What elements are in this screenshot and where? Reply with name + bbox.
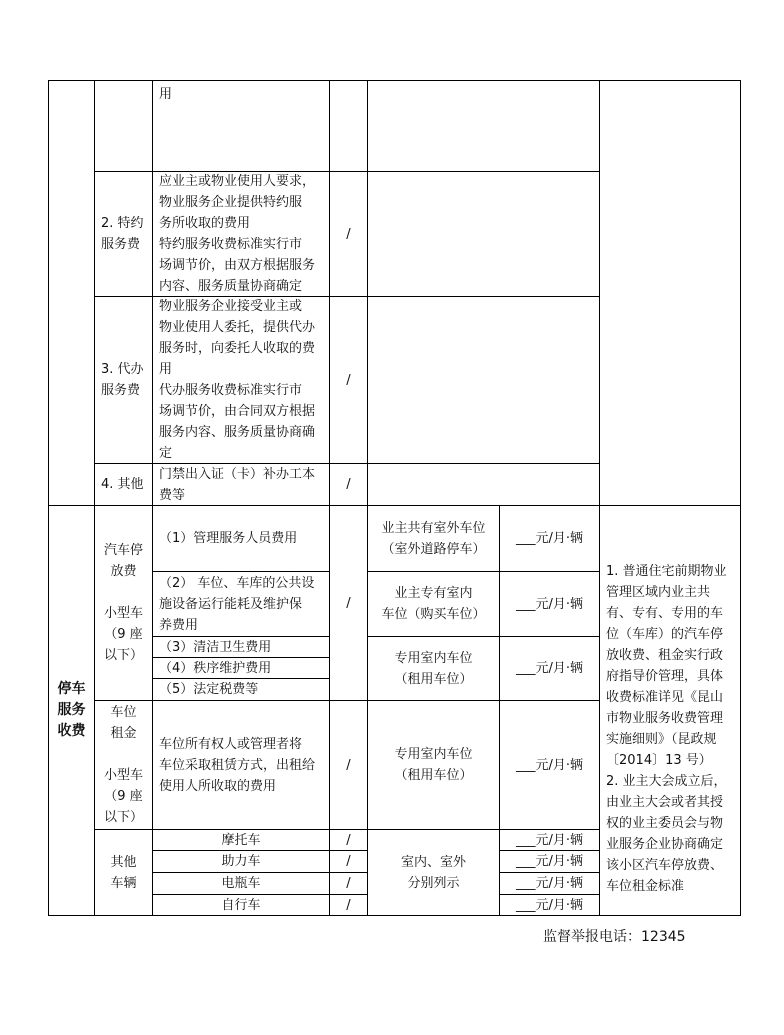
special-fee-name-text: 2. 特约 服务费 bbox=[101, 216, 144, 252]
special-fee-desc bbox=[152, 171, 330, 297]
vehicle-row-bicycle bbox=[152, 894, 330, 916]
rent-desc bbox=[152, 700, 330, 830]
space-type-outdoor bbox=[367, 505, 500, 572]
rent-price-text: / bbox=[346, 757, 351, 773]
vehicle-unit-moped-text: ___元/月·辆 bbox=[515, 854, 583, 869]
special-fee-price bbox=[329, 171, 368, 297]
special-fee-name bbox=[94, 171, 153, 297]
other-fee-price-text: / bbox=[346, 477, 351, 492]
desc-continued-text: 用 bbox=[159, 87, 173, 102]
vehicle-price-moped-text: / bbox=[346, 854, 351, 869]
report-hotline-text: 监督举报电话：12345 bbox=[543, 929, 686, 945]
rent-desc-text: 车位所有权人或管理者将 车位采取租赁方式，出租给 使用人所收取的费用 bbox=[159, 736, 316, 794]
other-fee-name bbox=[94, 463, 153, 506]
other-vehicles-name bbox=[94, 829, 153, 916]
car-fee-price-text: / bbox=[346, 595, 351, 611]
price-cell-continued bbox=[329, 80, 368, 172]
rent-space-type-text: 专用室内车位 （租用车位） bbox=[394, 747, 473, 783]
vehicle-row-motorcycle bbox=[152, 829, 330, 851]
report-hotline bbox=[543, 926, 686, 946]
desc-cell-continued bbox=[152, 80, 330, 172]
other-vehicles-name-text: 其他 车辆 bbox=[110, 854, 137, 891]
parking-category bbox=[48, 505, 95, 916]
car-fee-item-1 bbox=[152, 505, 330, 572]
car-fee-item-3 bbox=[152, 636, 330, 658]
vehicle-price-ebike bbox=[329, 872, 368, 895]
vehicle-unit-bicycle-text: ___元/月·辆 bbox=[515, 897, 583, 913]
vehicle-row-moped bbox=[152, 850, 330, 873]
agent-fee-std bbox=[367, 296, 600, 464]
space-unit-outdoor bbox=[499, 505, 600, 572]
car-fee-item-4-text: （4）秩序维护费用 bbox=[159, 660, 272, 676]
agent-fee-name bbox=[94, 296, 153, 464]
parking-notes bbox=[599, 505, 741, 916]
space-unit-outdoor-text: ___元/月·辆 bbox=[515, 531, 583, 546]
space-unit-rented-text: ___元/月·辆 bbox=[515, 661, 583, 676]
agent-fee-price-text: / bbox=[346, 372, 351, 388]
vehicle-unit-ebike bbox=[499, 872, 600, 895]
vehicle-price-moped bbox=[329, 850, 368, 873]
other-fee-name-text: 4. 其他 bbox=[101, 477, 144, 492]
car-fee-item-2-text: （2） 车位、车库的公共设 施设备运行能耗及维护保 养费用 bbox=[159, 575, 315, 633]
car-fee-item-5-text: （5）法定税费等 bbox=[159, 682, 259, 697]
other-fee-desc-text: 门禁出入证（卡）补办工本 费等 bbox=[159, 466, 316, 503]
special-fee-desc-text: 应业主或物业使用人要求， 物业服务企业提供特约服 务所收取的费用 特约服务收费标准实行市 场调节价，由双方根据服务 内容、服务质量协商确定 bbox=[159, 174, 316, 294]
other-fee-std bbox=[367, 463, 600, 506]
agent-fee-desc bbox=[152, 296, 330, 464]
name-cell-continued bbox=[94, 80, 153, 172]
space-type-owned-text: 业主专有室内 车位（购买车位） bbox=[381, 586, 486, 622]
vehicle-price-bicycle-text: / bbox=[346, 897, 351, 913]
car-fee-item-2 bbox=[152, 571, 330, 637]
other-vehicles-space bbox=[367, 829, 500, 916]
space-type-rented-text: 专用室内车位 （租用车位） bbox=[394, 650, 473, 687]
other-vehicles-space-text: 室内、室外 分别列示 bbox=[400, 854, 466, 891]
vehicle-name-ebike: 电瓶车 bbox=[221, 876, 261, 891]
agent-fee-name-text: 3. 代办 服务费 bbox=[101, 362, 144, 398]
vehicle-name-bicycle: 自行车 bbox=[221, 897, 261, 913]
std-cell-upper bbox=[367, 80, 600, 172]
parking-notes-text: 1. 普通住宅前期物业 管理区域内业主共 有、专有、专用的车 位（车库）的汽车停 放收费、租金实行政 府指导价管理，具体 收费标准详见《昆山 市物业服务收费管理 实施细则》（昆政规 〔2014〕13 号） 2. 业主大会成立后， 由业主大会或者其授 权的业主委员会与物 业服务企业协商确定 该小区汽车停放费、 车位租金标准 bbox=[606, 564, 727, 894]
vehicle-price-motorcycle bbox=[329, 829, 368, 851]
vehicle-name-moped: 助力车 bbox=[221, 854, 261, 869]
space-type-owned bbox=[367, 571, 500, 637]
car-fee-item-5 bbox=[152, 678, 330, 701]
vehicle-unit-bicycle bbox=[499, 894, 600, 916]
vehicle-price-ebike-text: / bbox=[346, 876, 351, 891]
vehicle-unit-ebike-text: ___元/月·辆 bbox=[515, 876, 583, 891]
parking-category-text: 停车 服务 收费 bbox=[57, 681, 86, 739]
car-fee-name bbox=[94, 505, 153, 701]
vehicle-price-bicycle bbox=[329, 894, 368, 916]
space-type-rented bbox=[367, 636, 500, 701]
special-fee-price-text: / bbox=[346, 226, 351, 242]
vehicle-unit-motorcycle-text: ___元/月·辆 bbox=[515, 832, 583, 848]
notes-cell-upper bbox=[599, 80, 741, 506]
car-fee-item-1-text: （1）管理服务人员费用 bbox=[159, 531, 298, 546]
car-fee-name-text: 汽车停 放费 小型车 （9 座 以下） bbox=[103, 543, 143, 663]
agent-fee-desc-text: 物业服务企业接受业主或 物业使用人委托，提供代办 服务时，向委托人收取的费 用 代办服务收费标准实行市 场调节价，由合同双方根据 服务内容、服务质量协商确 定 bbox=[159, 299, 316, 461]
rent-name bbox=[94, 700, 153, 830]
other-fee-desc bbox=[152, 463, 330, 506]
car-fee-item-3-text: （3）清洁卫生费用 bbox=[159, 639, 272, 655]
vehicle-price-motorcycle-text: / bbox=[346, 832, 351, 848]
space-unit-rented bbox=[499, 636, 600, 701]
vehicle-row-ebike bbox=[152, 872, 330, 895]
rent-unit-text: ___元/月·辆 bbox=[515, 757, 583, 773]
vehicle-unit-moped bbox=[499, 850, 600, 873]
other-fee-price bbox=[329, 463, 368, 506]
car-fee-item-4 bbox=[152, 657, 330, 679]
rent-price bbox=[329, 700, 368, 830]
agent-fee-price bbox=[329, 296, 368, 464]
car-fee-price bbox=[329, 505, 368, 701]
space-unit-owned-text: ___元/月·辆 bbox=[515, 596, 583, 612]
category-cell-upper bbox=[48, 80, 95, 506]
vehicle-name-motorcycle: 摩托车 bbox=[221, 832, 261, 848]
rent-name-text: 车位 租金 小型车 （9 座 以下） bbox=[103, 705, 143, 825]
space-unit-owned bbox=[499, 571, 600, 637]
special-fee-std bbox=[367, 171, 600, 297]
space-type-outdoor-text: 业主共有室外车位 （室外道路停车） bbox=[381, 520, 486, 557]
vehicle-unit-motorcycle bbox=[499, 829, 600, 851]
rent-unit bbox=[499, 700, 600, 830]
rent-space-type bbox=[367, 700, 500, 830]
